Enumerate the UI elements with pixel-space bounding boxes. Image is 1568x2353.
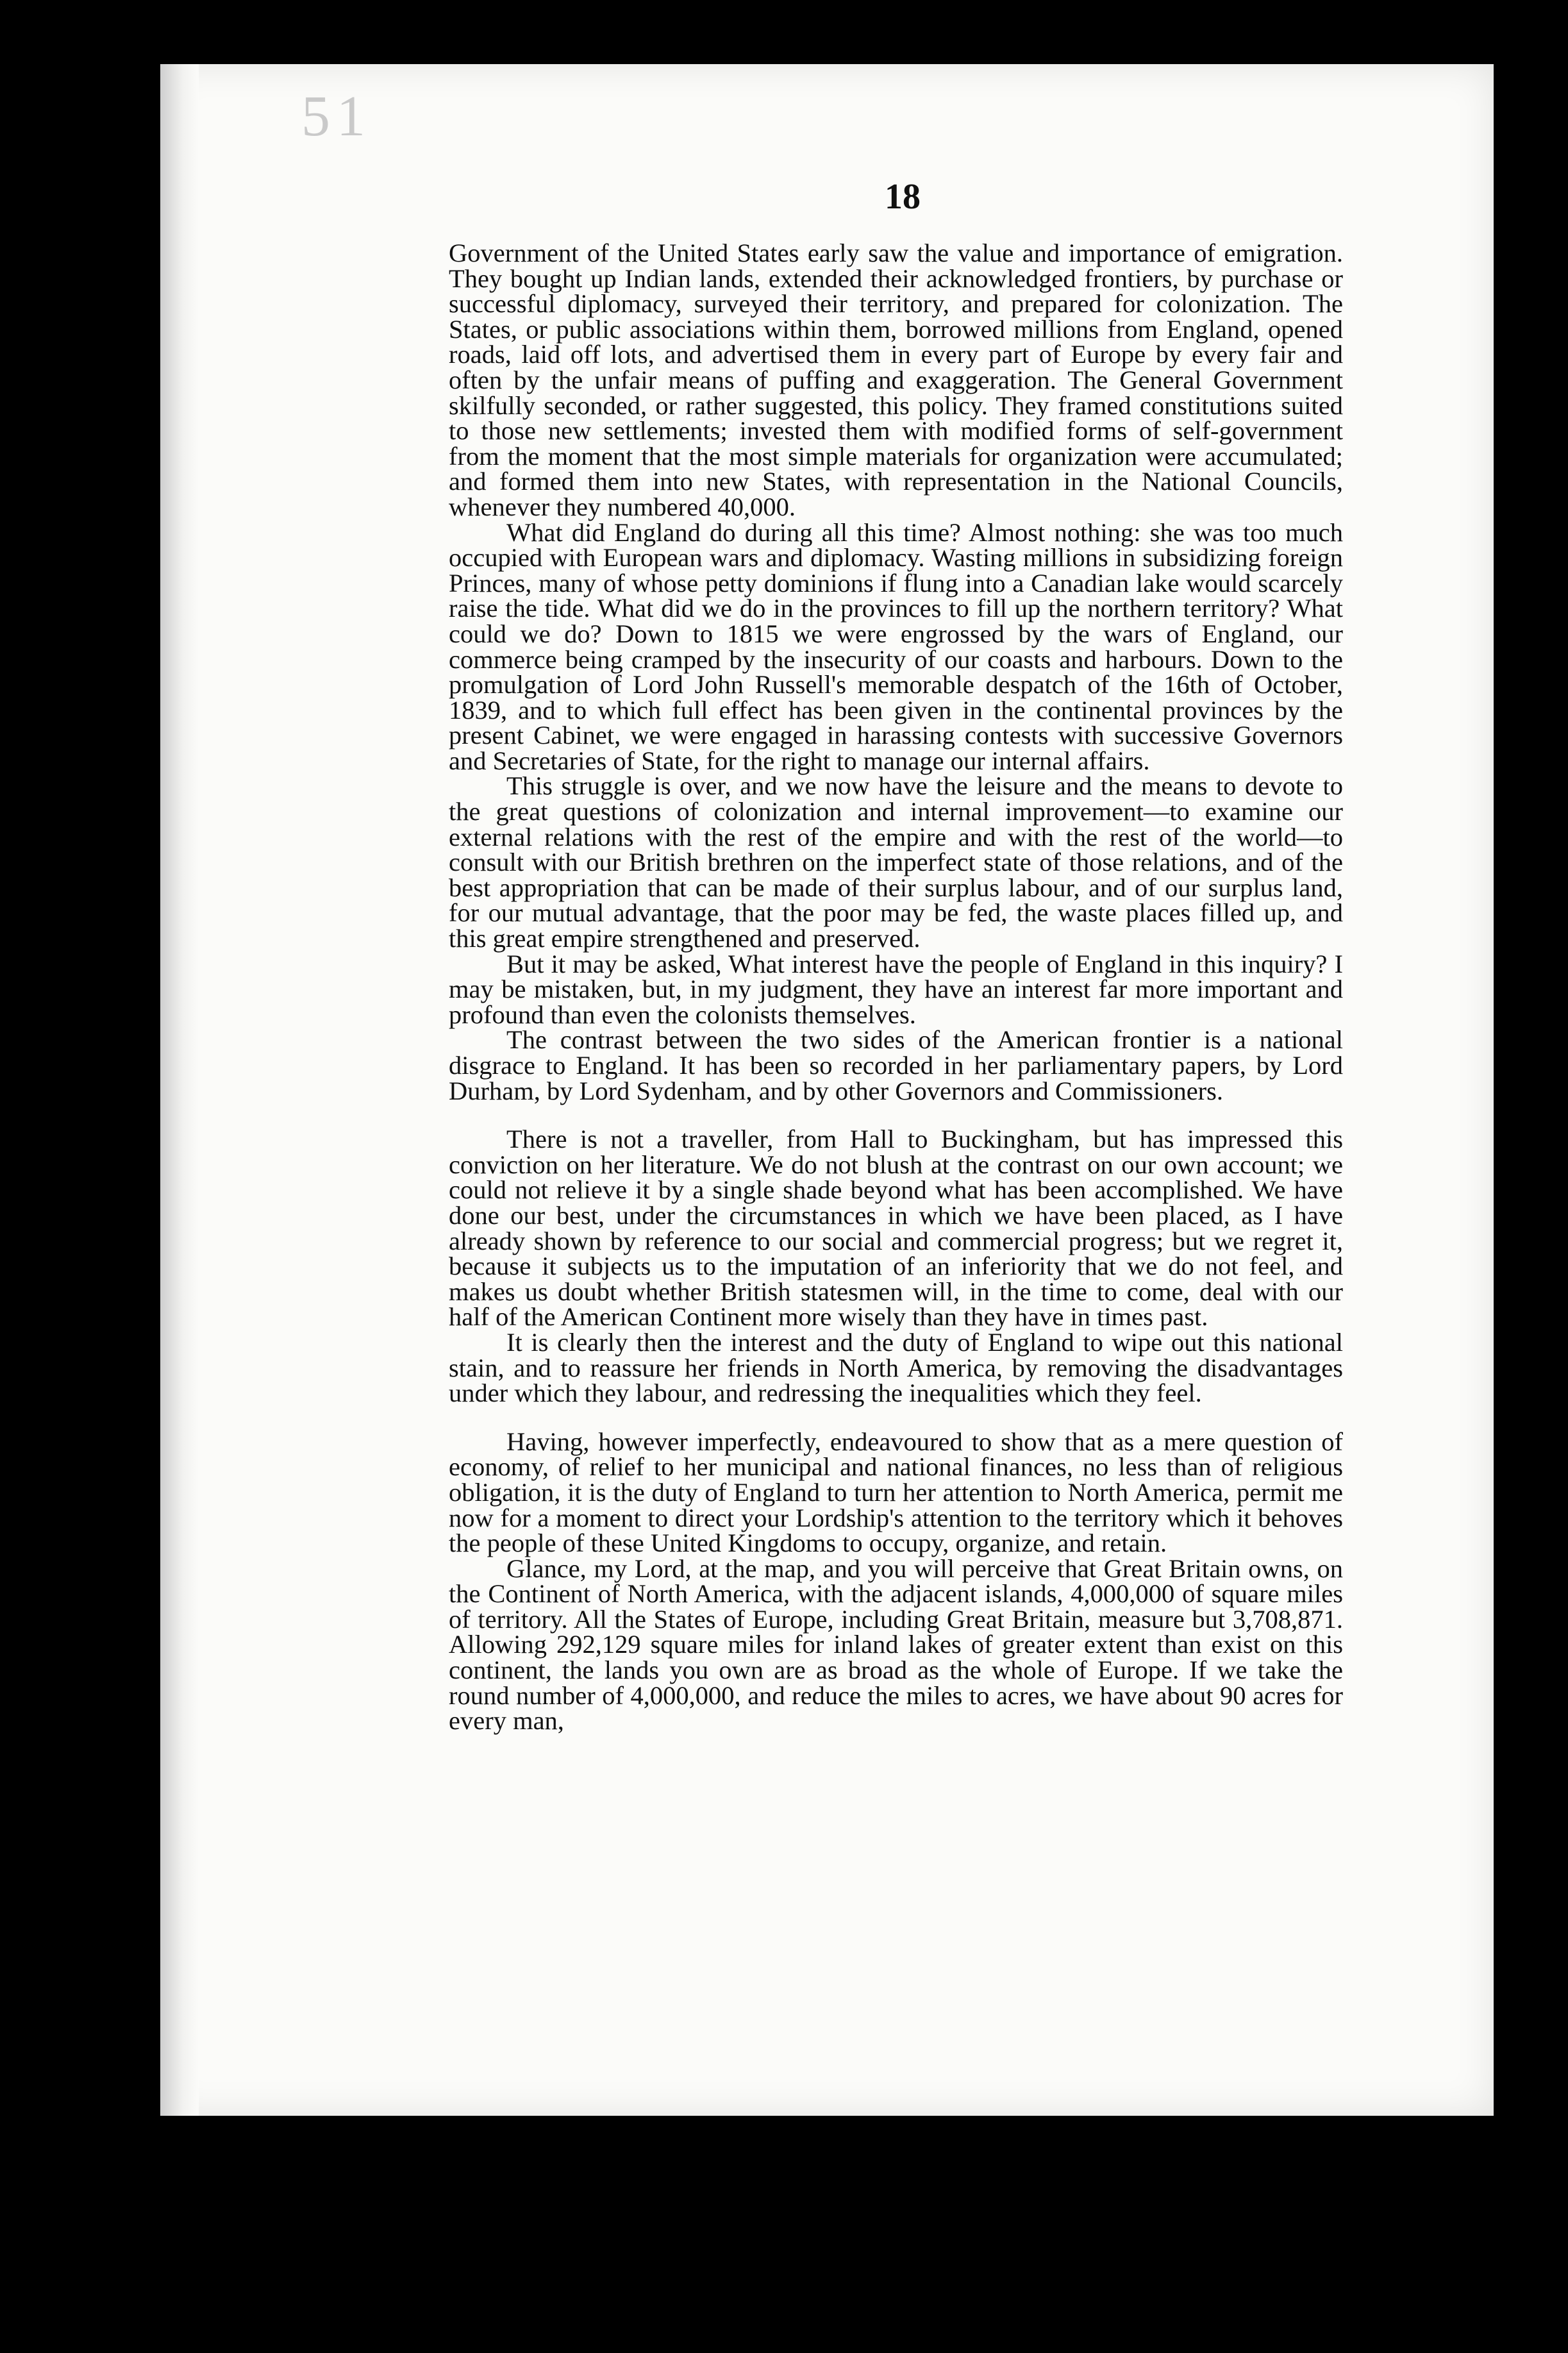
paragraph: What did England do during all this time? Almost nothing: she was too much occupied with European wars and diplomacy. Wasting millions in subsidizing foreign Princes, many of whose petty dominions if flung into a Canadian lake would scarcely raise the tide. What did we do in the provinces to fill up the northern territory? What could we do? Down to 1815 we were engrossed by the wars of England, our commerce being cramped by the insecurity of our coasts and harbours. Down to the promulgation of Lord John Russell's memorable despatch of the 16th of October, 1839, and to which full effect has been given in the continental provinces by the present Cabinet, we were engaged in harassing contests with successive Governors and Secretaries of State, for the right to manage our internal affairs. xyxy=(449,517,1343,775)
paragraph: This struggle is over, and we now have the leisure and the means to devote to the great questions of colonization and internal improvement—to examine our external relations with the rest of the empire and with the rest of the world—to consult with our British brethren on the imperfect state of those relations, and of the best appropriation that can be made of their surplus labour, and of our surplus land, for our mutual advantage, that the poor may be fed, the waste places filled up, and this great empire strengthened and preserved. xyxy=(449,771,1343,953)
page-number: 18 xyxy=(885,177,921,217)
paragraph: It is clearly then the interest and the duty of England to wipe out this national stain, and to reassure her friends in North America, by removing the disadvantages under which they labour, and redressing the inequalities which they feel. xyxy=(449,1327,1343,1408)
paragraph: But it may be asked, What interest have the people of England in this inquiry? I may be mistaken, but, in my judgment, they have an interest far more important and profound than even the colonists themselves. xyxy=(449,949,1343,1029)
binding-gutter xyxy=(160,64,199,2116)
paragraph: The contrast between the two sides of the American frontier is a national disgrace to England. It has been so recorded in her parliamentary papers, by Lord Durham, by Lord Sydenham, and by other Governors and Commissioners. xyxy=(449,1025,1343,1105)
paragraph: Having, however imperfectly, endeavoured to show that as a mere question of economy, of relief to her municipal and national finances, no less than of religious obligation, it is the duty of England to turn her attention to North America, permit me now for a moment to direct your Lordship's attention to the territory which it behoves the people of these United Kingdoms to occupy, organize, and retain. xyxy=(449,1427,1343,1558)
paragraph: Glance, my Lord, at the map, and you will perceive that Great Britain owns, on the Continent of North America, with the adjacent islands, 4,000,000 of square miles of territory. All the States of Europe, including Great Britain, measure but 3,708,871. Allowing 292,129 square miles for inland lakes of greater extent than exist on this continent, the lands you own are as broad as the whole of Europe. If we take the round number of 4,000,000, and reduce the miles to acres, we have about 90 acres for every man, xyxy=(449,1553,1343,1736)
paragraph: Government of the United States early saw the value and importance of emigration. They bought up Indian lands, extended their acknowledged frontiers, by purchase or successful diplomacy, surveyed their territory, and prepared for colonization. The States, or public associations within them, borrowed millions from England, opened roads, laid off lots, and advertised them in every part of Europe by every fair and often by the unfair means of puffing and exaggeration. The General Government skilfully seconded, or rather suggested, this policy. They framed constitutions suited to those new settlements; invested them with modified forms of self-government from the moment that the most simple materials for organization were accumulated; and formed them into new States, with representation in the National Councils, whenever they numbered 40,000. xyxy=(449,239,1343,521)
body-text xyxy=(449,240,1343,1734)
paragraph: There is not a traveller, from Hall to Buckingham, but has impressed this conviction on her literature. We do not blush at the contrast on our own account; we could not relieve it by a single shade beyond what has been accomplished. We have done our best, under the circumstances in which we have been placed, as I have already shown by reference to our social and commercial progress; but we regret it, because it subjects us to the imputation of an inferiority that we do not feel, and makes us doubt whether British statesmen will, in the time to come, deal with our half of the American Continent more wisely than they have in times past. xyxy=(449,1125,1343,1332)
corner-mark: 51 xyxy=(301,85,372,148)
